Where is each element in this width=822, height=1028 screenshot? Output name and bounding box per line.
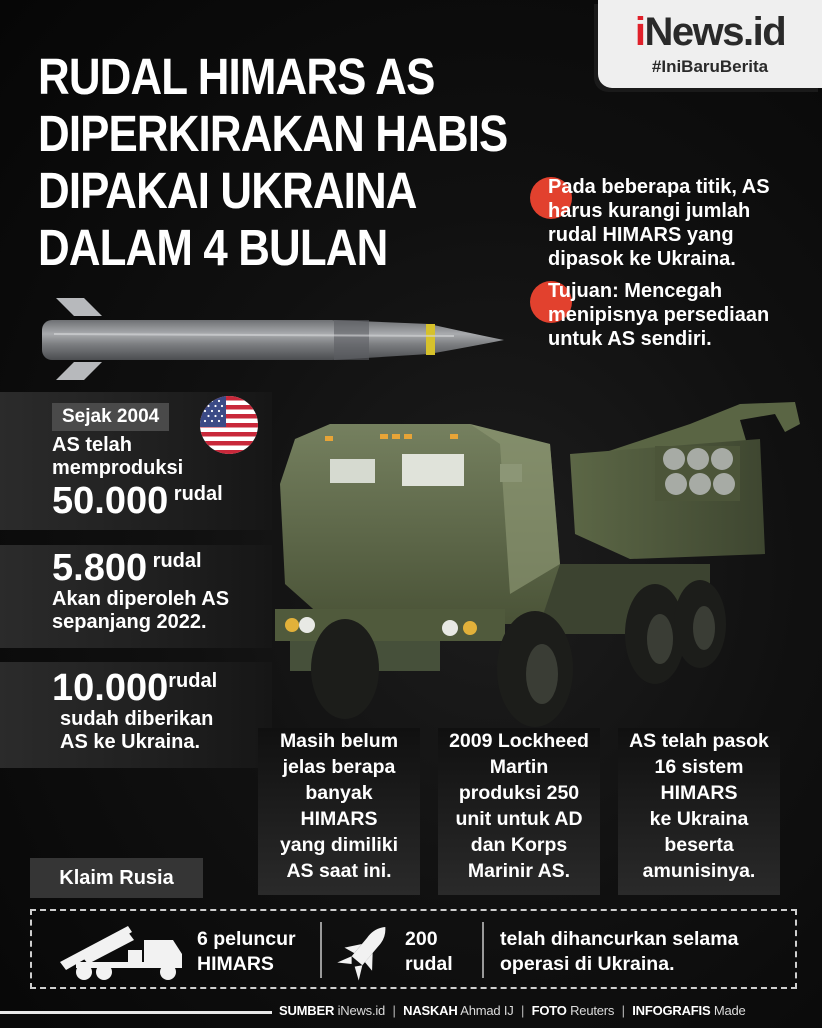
credit-separator: | bbox=[521, 1003, 525, 1018]
logo-wordmark bbox=[598, 12, 822, 52]
fact-line: dan Korps bbox=[470, 834, 568, 856]
missile-illustration bbox=[34, 294, 514, 384]
divider bbox=[320, 922, 322, 978]
title-line: DIPAKAI UKRAINA bbox=[38, 162, 417, 219]
bullet-line: dipasok ke Ukraina. bbox=[548, 248, 736, 270]
claim-launchers bbox=[197, 927, 296, 977]
stat-unit: rudal bbox=[173, 483, 223, 505]
fact-line: Masih belum bbox=[279, 730, 399, 752]
stat-1-text bbox=[52, 434, 223, 521]
fact-line: banyak bbox=[305, 782, 373, 804]
stat-number: 10.000 bbox=[52, 667, 169, 709]
credit-key: SUMBER bbox=[279, 1003, 335, 1018]
fact-line: HIMARS bbox=[300, 808, 378, 830]
fact-card-lockheed bbox=[438, 728, 600, 895]
fact-line: amunisinya. bbox=[642, 860, 756, 882]
bullet-line: menipisnya persediaan bbox=[548, 304, 770, 326]
missile-icon bbox=[334, 918, 398, 982]
divider bbox=[482, 922, 484, 978]
inews-logo[interactable] bbox=[598, 0, 822, 88]
credit-value: iNews.id bbox=[337, 1003, 386, 1018]
fact-line: unit untuk AD bbox=[455, 808, 583, 830]
credit-value: Made bbox=[713, 1003, 746, 1018]
fact-line: AS saat ini. bbox=[286, 860, 392, 882]
stat-line: AS telah bbox=[52, 434, 133, 456]
bullet-point bbox=[548, 279, 818, 351]
fact-line: yang dimiliki bbox=[279, 834, 399, 856]
logo-prefix: i bbox=[634, 10, 645, 54]
fact-line: 2009 Lockheed bbox=[449, 730, 589, 752]
credit-separator: | bbox=[392, 1003, 396, 1018]
fact-line: HIMARS bbox=[660, 782, 738, 804]
logo-rest: News.id bbox=[644, 10, 786, 54]
stat-number: 50.000 bbox=[52, 480, 169, 522]
credit-value: Reuters bbox=[570, 1003, 615, 1018]
claim-line: 200 bbox=[405, 928, 438, 950]
fact-line: Marinir AS. bbox=[467, 860, 571, 882]
claim-missiles bbox=[405, 927, 453, 977]
russia-claim-label: Klaim Rusia bbox=[30, 858, 203, 898]
stat-line: memproduksi bbox=[52, 457, 184, 479]
claim-description bbox=[500, 927, 738, 977]
logo-tagline: #IniBaruBerita bbox=[651, 57, 769, 76]
bullet-line: Tujuan: Mencegah bbox=[548, 280, 723, 302]
key-points bbox=[548, 175, 818, 359]
fact-card-inventory bbox=[258, 728, 420, 895]
bullet-line: harus kurangi jumlah bbox=[548, 200, 751, 222]
stat-line: Akan diperoleh AS bbox=[52, 588, 230, 610]
claim-line: 6 peluncur bbox=[197, 928, 296, 950]
stat-figure bbox=[52, 668, 217, 708]
fact-line: Martin bbox=[489, 756, 549, 778]
stat-figure bbox=[52, 548, 229, 588]
stat-2-text bbox=[52, 548, 229, 634]
fact-line: produksi 250 bbox=[458, 782, 580, 804]
claim-line: rudal bbox=[405, 953, 453, 975]
bullet-line: untuk AS sendiri. bbox=[548, 328, 712, 350]
himars-launcher-icon bbox=[58, 918, 188, 982]
bullet-point bbox=[548, 175, 818, 271]
stat-figure bbox=[52, 481, 223, 521]
credit-value: Ahmad IJ bbox=[460, 1003, 514, 1018]
fact-line: ke Ukraina bbox=[649, 808, 749, 830]
title-line: RUDAL HIMARS AS bbox=[38, 48, 435, 105]
claim-line: telah dihancurkan selama bbox=[500, 928, 739, 950]
credit-key: FOTO bbox=[531, 1003, 567, 1018]
credits-footer bbox=[279, 1001, 746, 1021]
stat-number: 5.800 bbox=[52, 547, 148, 589]
credit-key: INFOGRAFIS bbox=[632, 1003, 711, 1018]
credit-key: NASKAH bbox=[403, 1003, 458, 1018]
bullet-line: Pada beberapa titik, AS bbox=[548, 176, 770, 198]
bullet-line: rudal HIMARS yang bbox=[548, 224, 734, 246]
claim-line: HIMARS bbox=[197, 953, 274, 975]
stat-unit: rudal bbox=[152, 550, 202, 572]
fact-line: jelas berapa bbox=[282, 756, 396, 778]
title-line: DIPERKIRAKAN HABIS bbox=[38, 105, 508, 162]
stat-line: sudah diberikan bbox=[60, 708, 214, 730]
fact-line: AS telah pasok bbox=[629, 730, 769, 752]
stat-line: sepanjang 2022. bbox=[52, 611, 207, 633]
title-line: DALAM 4 BULAN bbox=[38, 219, 388, 276]
fact-line: 16 sistem bbox=[654, 756, 744, 778]
fact-line: beserta bbox=[664, 834, 734, 856]
since-label: Sejak 2004 bbox=[52, 403, 169, 431]
claim-line: operasi di Ukraina. bbox=[500, 953, 675, 975]
page-title bbox=[38, 48, 508, 276]
stat-3-text bbox=[52, 668, 217, 754]
credit-separator: | bbox=[621, 1003, 625, 1018]
footer-rule bbox=[0, 1011, 272, 1014]
stat-unit: rudal bbox=[168, 670, 218, 692]
himars-truck-photo bbox=[270, 384, 822, 730]
stat-line: AS ke Ukraina. bbox=[60, 731, 201, 753]
fact-card-supply bbox=[618, 728, 780, 895]
